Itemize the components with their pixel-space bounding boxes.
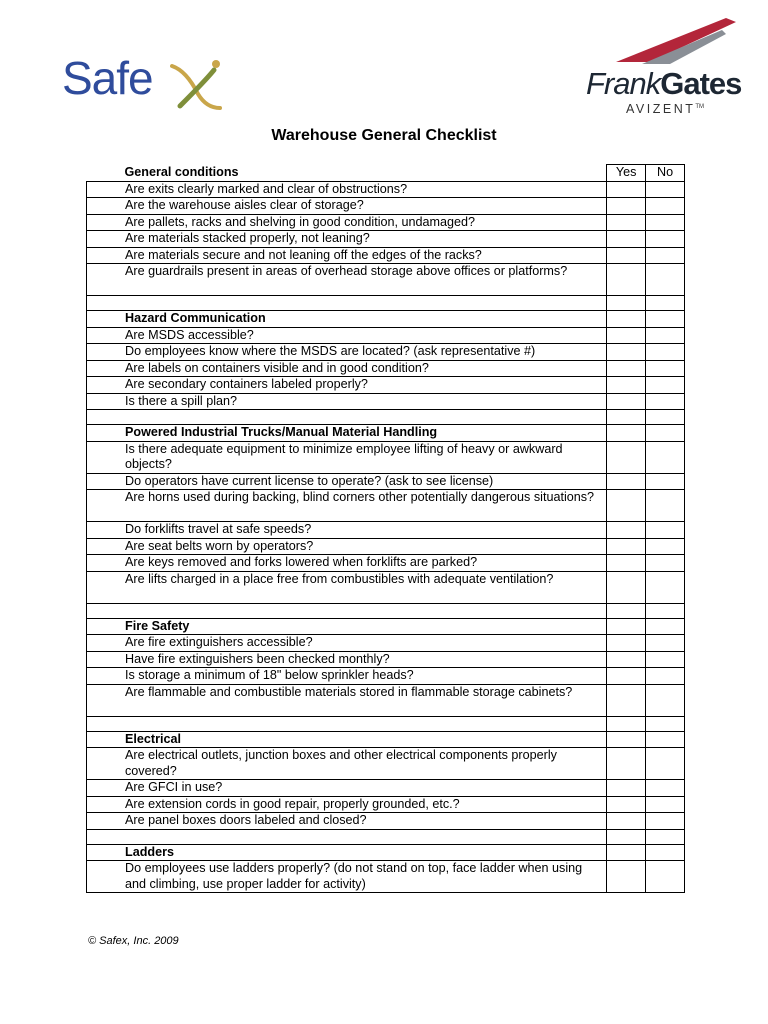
yes-checkbox-cell[interactable] xyxy=(607,327,646,344)
no-checkbox-cell[interactable] xyxy=(646,651,685,668)
yes-cell xyxy=(607,844,646,861)
no-column-header: No xyxy=(646,165,685,182)
question-text: Do forklifts travel at safe speeds? xyxy=(87,522,607,539)
spacer-cell xyxy=(646,829,685,844)
question-text: Is there adequate equipment to minimize employee lifting of heavy or awkward objects? xyxy=(87,441,607,473)
no-checkbox-cell[interactable] xyxy=(646,441,685,473)
question-text: Are exits clearly marked and clear of obstructions? xyxy=(87,181,607,198)
question-row xyxy=(87,780,685,797)
question-text: Are keys removed and forks lowered when forklifts are parked? xyxy=(87,555,607,572)
yes-checkbox-cell[interactable] xyxy=(607,214,646,231)
yes-checkbox-cell[interactable] xyxy=(607,668,646,685)
spacer-cell xyxy=(607,829,646,844)
question-text: Are extension cords in good repair, properly grounded, etc.? xyxy=(87,796,607,813)
question-row xyxy=(87,344,685,361)
yes-checkbox-cell[interactable] xyxy=(607,377,646,394)
question-text: Are labels on containers visible and in good condition? xyxy=(87,360,607,377)
yes-cell xyxy=(607,618,646,635)
yes-checkbox-cell[interactable] xyxy=(607,555,646,572)
spacer-cell xyxy=(87,829,607,844)
yes-checkbox-cell[interactable] xyxy=(607,360,646,377)
no-checkbox-cell[interactable] xyxy=(646,748,685,780)
question-row xyxy=(87,538,685,555)
question-row xyxy=(87,651,685,668)
no-checkbox-cell[interactable] xyxy=(646,231,685,248)
no-checkbox-cell[interactable] xyxy=(646,635,685,652)
page-title: Warehouse General Checklist xyxy=(271,127,497,144)
question-row xyxy=(87,635,685,652)
question-text: Do operators have current license to operate? (ask to see license) xyxy=(87,473,607,490)
no-checkbox-cell[interactable] xyxy=(646,571,685,603)
no-checkbox-cell[interactable] xyxy=(646,360,685,377)
section-heading: Hazard Communication xyxy=(87,311,607,328)
question-row xyxy=(87,748,685,780)
section-header-row xyxy=(87,425,685,442)
frankgates-logo xyxy=(586,18,742,118)
section-header-row xyxy=(87,618,685,635)
question-text: Are the warehouse aisles clear of storage? xyxy=(87,198,607,215)
no-checkbox-cell[interactable] xyxy=(646,247,685,264)
spacer-cell xyxy=(607,296,646,311)
yes-checkbox-cell[interactable] xyxy=(607,813,646,830)
section-heading: Fire Safety xyxy=(87,618,607,635)
question-row xyxy=(87,360,685,377)
section-heading: Electrical xyxy=(87,731,607,748)
no-checkbox-cell[interactable] xyxy=(646,668,685,685)
no-checkbox-cell[interactable] xyxy=(646,264,685,296)
yes-cell xyxy=(607,731,646,748)
frankgates-wing-icon xyxy=(614,18,736,68)
yes-checkbox-cell[interactable] xyxy=(607,861,646,893)
yes-checkbox-cell[interactable] xyxy=(607,247,646,264)
spacer-row xyxy=(87,410,685,425)
yes-checkbox-cell[interactable] xyxy=(607,473,646,490)
no-checkbox-cell[interactable] xyxy=(646,522,685,539)
safex-logo-text: Safe xyxy=(62,52,153,104)
spacer-cell xyxy=(646,410,685,425)
spacer-cell xyxy=(87,716,607,731)
yes-checkbox-cell[interactable] xyxy=(607,490,646,522)
question-row xyxy=(87,571,685,603)
section-header-row xyxy=(87,844,685,861)
question-row xyxy=(87,796,685,813)
question-row xyxy=(87,522,685,539)
yes-checkbox-cell[interactable] xyxy=(607,522,646,539)
question-text: Are materials secure and not leaning off the edges of the racks? xyxy=(87,247,607,264)
question-text: Are lifts charged in a place free from combustibles with adequate ventilation? xyxy=(87,571,607,603)
question-row xyxy=(87,441,685,473)
no-checkbox-cell[interactable] xyxy=(646,181,685,198)
no-cell xyxy=(646,731,685,748)
question-row xyxy=(87,668,685,685)
question-text: Are panel boxes doors labeled and closed? xyxy=(87,813,607,830)
section-heading: Ladders xyxy=(87,844,607,861)
spacer-cell xyxy=(87,410,607,425)
no-checkbox-cell[interactable] xyxy=(646,861,685,893)
no-checkbox-cell[interactable] xyxy=(646,393,685,410)
no-checkbox-cell[interactable] xyxy=(646,377,685,394)
yes-checkbox-cell[interactable] xyxy=(607,796,646,813)
question-row xyxy=(87,327,685,344)
section-header-row xyxy=(87,165,685,182)
section-header-row xyxy=(87,311,685,328)
question-text: Are MSDS accessible? xyxy=(87,327,607,344)
question-text: Are guardrails present in areas of overhead storage above offices or platforms? xyxy=(87,264,607,296)
no-cell xyxy=(646,618,685,635)
question-row xyxy=(87,264,685,296)
spacer-row xyxy=(87,716,685,731)
no-checkbox-cell[interactable] xyxy=(646,538,685,555)
yes-checkbox-cell[interactable] xyxy=(607,393,646,410)
spacer-cell xyxy=(87,603,607,618)
yes-checkbox-cell[interactable] xyxy=(607,231,646,248)
spacer-cell xyxy=(646,603,685,618)
question-text: Are fire extinguishers accessible? xyxy=(87,635,607,652)
yes-checkbox-cell[interactable] xyxy=(607,780,646,797)
question-row xyxy=(87,684,685,716)
no-cell xyxy=(646,311,685,328)
question-text: Do employees use ladders properly? (do not stand on top, face ladder when using and climbing, use proper ladder for activity) xyxy=(87,861,607,893)
no-cell xyxy=(646,844,685,861)
question-row xyxy=(87,247,685,264)
question-row xyxy=(87,555,685,572)
section-header-row xyxy=(87,731,685,748)
yes-column-header: Yes xyxy=(607,165,646,182)
spacer-cell xyxy=(607,603,646,618)
spacer-cell xyxy=(87,296,607,311)
yes-checkbox-cell[interactable] xyxy=(607,651,646,668)
spacer-cell xyxy=(607,410,646,425)
question-text: Are pallets, racks and shelving in good condition, undamaged? xyxy=(87,214,607,231)
spacer-row xyxy=(87,829,685,844)
yes-checkbox-cell[interactable] xyxy=(607,264,646,296)
no-checkbox-cell[interactable] xyxy=(646,780,685,797)
avizent-text: AVIZENT™ xyxy=(626,102,705,116)
question-text: Are materials stacked properly, not leaning? xyxy=(87,231,607,248)
no-checkbox-cell[interactable] xyxy=(646,344,685,361)
no-checkbox-cell[interactable] xyxy=(646,214,685,231)
question-text: Are secondary containers labeled properly? xyxy=(87,377,607,394)
spacer-row xyxy=(87,296,685,311)
no-checkbox-cell[interactable] xyxy=(646,490,685,522)
no-checkbox-cell[interactable] xyxy=(646,796,685,813)
yes-checkbox-cell[interactable] xyxy=(607,748,646,780)
no-checkbox-cell[interactable] xyxy=(646,473,685,490)
yes-cell xyxy=(607,425,646,442)
spacer-row xyxy=(87,603,685,618)
no-checkbox-cell[interactable] xyxy=(646,327,685,344)
question-text: Are electrical outlets, junction boxes and other electrical components properly covered? xyxy=(87,748,607,780)
copyright-footer: © Safex, Inc. 2009 xyxy=(88,935,179,947)
no-checkbox-cell[interactable] xyxy=(646,813,685,830)
question-row xyxy=(87,377,685,394)
section-heading: General conditions xyxy=(87,165,607,182)
question-row xyxy=(87,393,685,410)
yes-checkbox-cell[interactable] xyxy=(607,571,646,603)
question-row xyxy=(87,490,685,522)
spacer-cell xyxy=(607,716,646,731)
question-row xyxy=(87,813,685,830)
question-text: Are horns used during backing, blind corners other potentially dangerous situations? xyxy=(87,490,607,522)
question-text: Are GFCI in use? xyxy=(87,780,607,797)
spacer-cell xyxy=(646,296,685,311)
yes-checkbox-cell[interactable] xyxy=(607,635,646,652)
checklist-table xyxy=(86,164,685,893)
frankgates-logo-text: FrankGates xyxy=(586,66,742,101)
question-row xyxy=(87,181,685,198)
yes-checkbox-cell[interactable] xyxy=(607,684,646,716)
no-checkbox-cell[interactable] xyxy=(646,555,685,572)
question-text: Have fire extinguishers been checked monthly? xyxy=(87,651,607,668)
question-row xyxy=(87,861,685,893)
section-heading: Powered Industrial Trucks/Manual Material Handling xyxy=(87,425,607,442)
yes-checkbox-cell[interactable] xyxy=(607,181,646,198)
question-text: Are seat belts worn by operators? xyxy=(87,538,607,555)
question-text: Are flammable and combustible materials stored in flammable storage cabinets? xyxy=(87,684,607,716)
no-cell xyxy=(646,425,685,442)
spacer-cell xyxy=(646,716,685,731)
no-checkbox-cell[interactable] xyxy=(646,684,685,716)
question-text: Is there a spill plan? xyxy=(87,393,607,410)
no-checkbox-cell[interactable] xyxy=(646,198,685,215)
yes-cell xyxy=(607,311,646,328)
question-row xyxy=(87,214,685,231)
safex-logo xyxy=(62,52,222,112)
yes-checkbox-cell[interactable] xyxy=(607,538,646,555)
question-row xyxy=(87,231,685,248)
yes-checkbox-cell[interactable] xyxy=(607,198,646,215)
question-text: Do employees know where the MSDS are located? (ask representative #) xyxy=(87,344,607,361)
question-text: Is storage a minimum of 18" below sprinkler heads? xyxy=(87,668,607,685)
safex-x-swoosh-icon xyxy=(170,56,222,110)
yes-checkbox-cell[interactable] xyxy=(607,441,646,473)
question-row xyxy=(87,198,685,215)
yes-checkbox-cell[interactable] xyxy=(607,344,646,361)
question-row xyxy=(87,473,685,490)
